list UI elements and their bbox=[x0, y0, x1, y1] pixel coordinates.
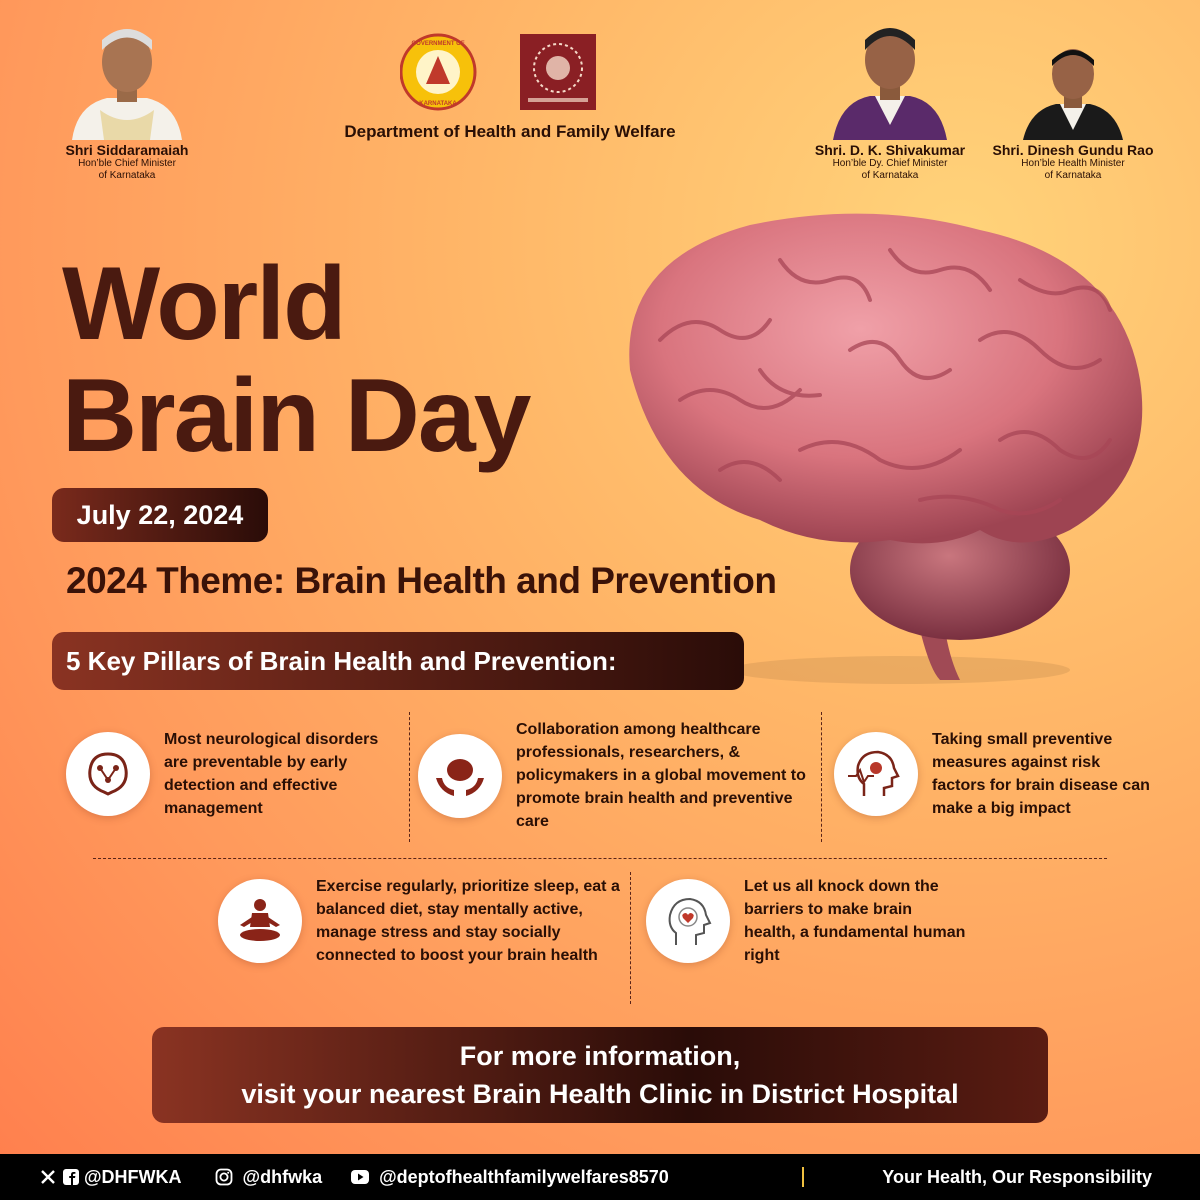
footer-tagline: Your Health, Our Responsibility bbox=[882, 1167, 1152, 1187]
person-role: Hon’ble Health Minister of Karnataka bbox=[1021, 158, 1125, 181]
head-pulse-icon bbox=[834, 732, 918, 816]
svg-text:KARNATAKA: KARNATAKA bbox=[419, 101, 457, 107]
brain-circuit-icon bbox=[66, 732, 150, 816]
health-mission-logo-icon bbox=[520, 34, 596, 110]
youtube-handle: @deptofhealthfamilywelfares8570 bbox=[379, 1166, 669, 1187]
person-name: Shri. Dinesh Gundu Rao bbox=[992, 142, 1154, 158]
divider bbox=[821, 712, 822, 842]
title-line-2: Brain Day bbox=[62, 358, 530, 474]
pillar-text: Let us all knock down the barriers to make brain health, a fundamental human right bbox=[744, 878, 966, 964]
pillar-card-3 bbox=[834, 728, 1154, 820]
instagram-icon bbox=[214, 1167, 234, 1187]
divider bbox=[630, 872, 631, 1004]
svg-text:GOVERNMENT OF: GOVERNMENT OF bbox=[411, 41, 465, 47]
person-chief-minister bbox=[52, 10, 202, 182]
pillar-text: Collaboration among healthcare professionals, researchers, & policymakers in a global movement to promote brain health and preventive care bbox=[516, 721, 806, 830]
social-x-facebook[interactable] bbox=[38, 1167, 182, 1188]
info-line-2: visit your nearest Brain Health Clinic in District Hospital bbox=[241, 1079, 959, 1109]
karnataka-emblem-icon bbox=[401, 35, 475, 109]
footer-bar bbox=[0, 1154, 1200, 1200]
date-badge: July 22, 2024 bbox=[52, 488, 268, 542]
pillar-text: Most neurological disorders are preventable by early detection and effective management bbox=[164, 731, 379, 817]
instagram-handle: @dhfwka bbox=[242, 1166, 323, 1187]
x-icon bbox=[38, 1167, 58, 1187]
theme-heading: 2024 Theme: Brain Health and Prevention bbox=[66, 560, 777, 601]
person-health-minister bbox=[983, 40, 1163, 182]
meditation-icon bbox=[218, 879, 302, 963]
facebook-icon bbox=[61, 1167, 81, 1187]
pillars-heading: 5 Key Pillars of Brain Health and Prevention: bbox=[52, 632, 744, 690]
person-role: Hon’ble Dy. Chief Minister of Karnataka bbox=[832, 158, 948, 181]
pillar-card-1 bbox=[66, 728, 401, 820]
x-facebook-handle: @DHFWKA bbox=[84, 1166, 182, 1187]
pillar-card-5 bbox=[646, 875, 966, 967]
person-role: Hon’ble Chief Minister of Karnataka bbox=[78, 158, 176, 181]
divider bbox=[409, 712, 410, 842]
emblems bbox=[400, 32, 620, 112]
person-name: Shri Siddaramaiah bbox=[65, 142, 189, 158]
info-line-1: For more information, bbox=[459, 1041, 741, 1071]
youtube-icon bbox=[350, 1167, 370, 1187]
person-name: Shri. D. K. Shivakumar bbox=[814, 142, 966, 158]
department-title: Department of Health and Family Welfare bbox=[344, 122, 676, 141]
pillar-text: Taking small preventive measures against risk factors for brain disease can make a big impact bbox=[932, 731, 1150, 817]
info-banner bbox=[152, 1027, 1048, 1123]
pillar-card-2 bbox=[418, 718, 813, 833]
title-line-1: World bbox=[62, 246, 345, 362]
head-heart-icon bbox=[646, 879, 730, 963]
portrait-deputy-chief-minister bbox=[825, 10, 955, 140]
person-deputy-chief-minister bbox=[800, 10, 980, 182]
hands-holding-brain-icon bbox=[418, 734, 502, 818]
page-title bbox=[62, 248, 530, 472]
pillar-card-4 bbox=[218, 875, 623, 967]
social-youtube[interactable] bbox=[350, 1167, 669, 1188]
footer-divider bbox=[802, 1167, 804, 1187]
social-instagram[interactable] bbox=[214, 1167, 323, 1188]
pillar-text: Exercise regularly, prioritize sleep, eat a balanced diet, stay mentally active, manage stress and stay socially connected to boost your brain health bbox=[316, 878, 620, 964]
portrait-health-minister bbox=[1018, 40, 1128, 140]
brain-illustration bbox=[600, 200, 1160, 700]
divider bbox=[93, 858, 1107, 859]
portrait-chief-minister bbox=[62, 10, 192, 140]
